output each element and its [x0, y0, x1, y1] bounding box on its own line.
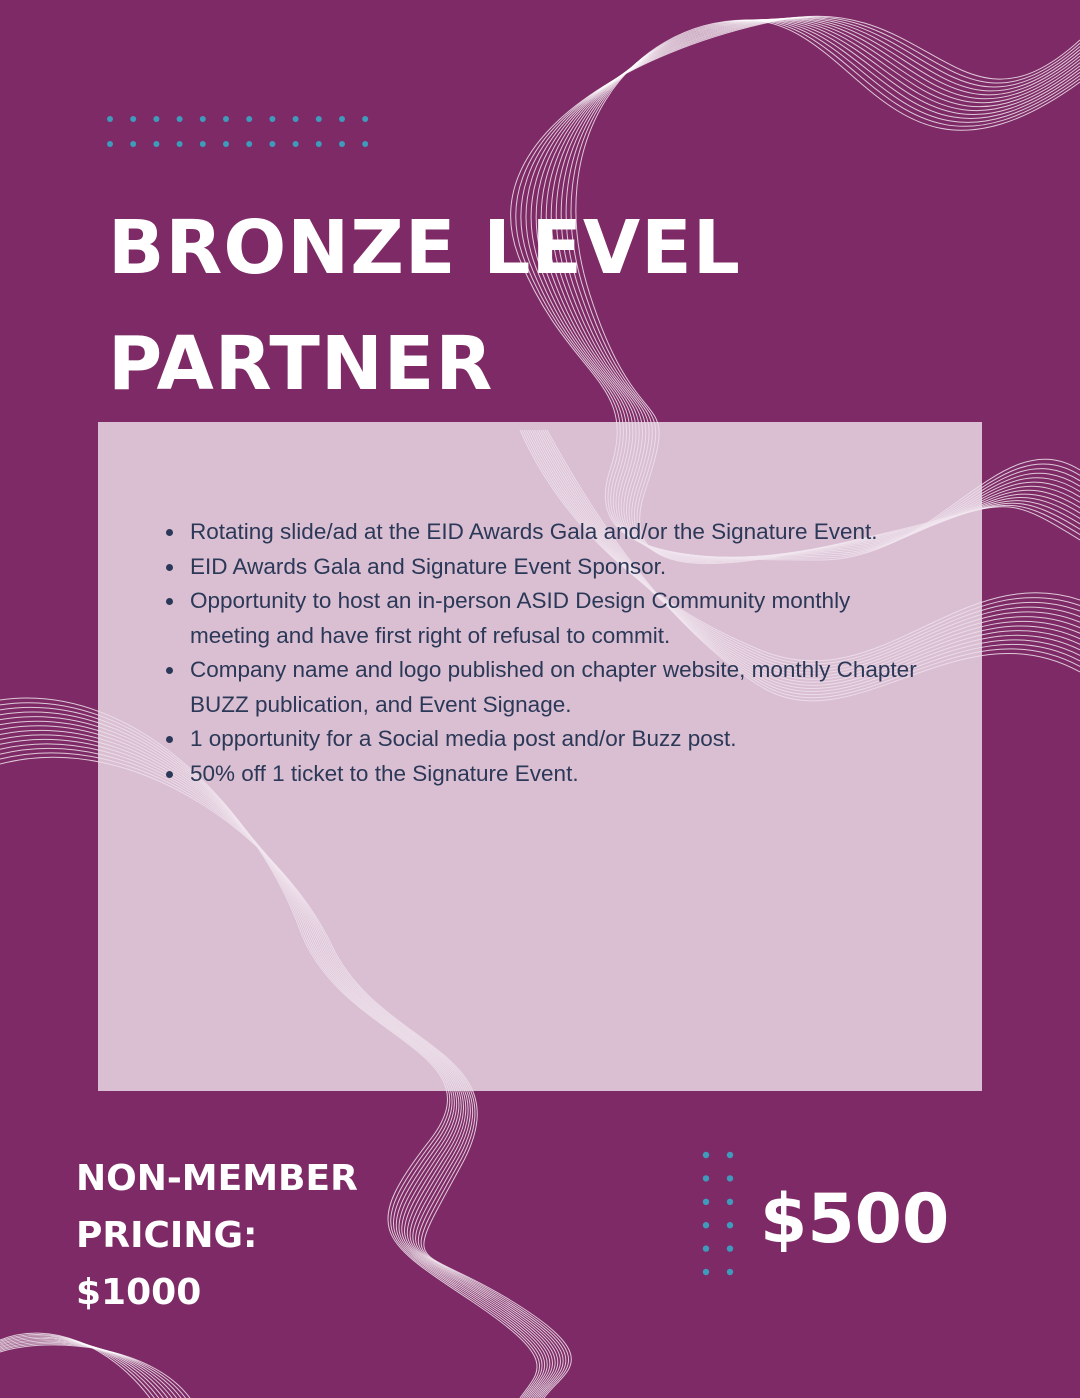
wave-line-corner — [0, 1342, 181, 1398]
wave-line-corner — [0, 1333, 150, 1398]
decorative-dot — [703, 1199, 709, 1205]
dot-grid-decoration-top — [104, 113, 380, 153]
decorative-dot — [727, 1175, 733, 1181]
decorative-dot — [269, 141, 275, 147]
decorative-dot — [293, 116, 299, 122]
decorative-dot — [223, 141, 229, 147]
wave-line-corner — [0, 1345, 190, 1398]
decorative-dot — [153, 116, 159, 122]
wave-line-corner — [0, 1336, 159, 1398]
decorative-dot — [703, 1152, 709, 1158]
decorative-dot — [153, 141, 159, 147]
decorative-dot — [316, 141, 322, 147]
decorative-dot — [316, 116, 322, 122]
benefits-list — [190, 515, 930, 791]
benefit-item: Opportunity to host an in-person ASID Design Community monthly meeting and have first right of refusal to commit. — [190, 584, 930, 653]
wave-line-corner — [0, 1340, 172, 1398]
decorative-dot — [362, 141, 368, 147]
decorative-dot — [130, 116, 136, 122]
decorative-dot — [130, 141, 136, 147]
pricing-line-2: PRICING: — [76, 1215, 258, 1256]
decorative-dot — [703, 1175, 709, 1181]
benefit-item: Rotating slide/ad at the EID Awards Gala and/or the Signature Event. — [190, 515, 930, 550]
page-title — [108, 190, 741, 422]
decorative-dot — [200, 116, 206, 122]
decorative-dot — [703, 1245, 709, 1251]
decorative-dot — [703, 1269, 709, 1275]
decorative-dot — [727, 1152, 733, 1158]
wave-line-corner — [0, 1344, 186, 1398]
decorative-dot — [339, 116, 345, 122]
decorative-dot — [727, 1222, 733, 1228]
non-member-pricing — [76, 1150, 358, 1321]
decorative-dot — [107, 141, 113, 147]
title-line-1: BRONZE LEVEL — [108, 205, 741, 291]
decorative-dot — [177, 141, 183, 147]
dot-grid-decoration-side — [698, 1147, 742, 1279]
decorative-dot — [269, 116, 275, 122]
wave-line-corner — [0, 1338, 168, 1398]
decorative-dot — [223, 116, 229, 122]
decorative-dot — [107, 116, 113, 122]
decorative-dot — [727, 1199, 733, 1205]
decorative-dot — [703, 1222, 709, 1228]
benefit-item: EID Awards Gala and Signature Event Sponsor. — [190, 550, 930, 585]
pricing-amount: $1000 — [76, 1272, 202, 1313]
wave-line-corner — [0, 1334, 154, 1398]
decorative-dot — [727, 1269, 733, 1275]
decorative-dot — [339, 141, 345, 147]
benefit-item: 1 opportunity for a Social media post and/or Buzz post. — [190, 722, 930, 757]
benefit-item: Company name and logo published on chapter website, monthly Chapter BUZZ publication, and Event Signage. — [190, 653, 930, 722]
benefit-item: 50% off 1 ticket to the Signature Event. — [190, 757, 930, 792]
wave-line-corner — [0, 1341, 177, 1398]
pricing-line-1: NON-MEMBER — [76, 1158, 358, 1199]
title-line-2: PARTNER — [108, 321, 494, 407]
decorative-dot — [727, 1245, 733, 1251]
decorative-dot — [246, 116, 252, 122]
member-price: $500 — [760, 1180, 950, 1259]
decorative-dot — [200, 141, 206, 147]
decorative-dot — [362, 116, 368, 122]
decorative-dot — [293, 141, 299, 147]
wave-line-corner — [0, 1337, 163, 1398]
decorative-dot — [246, 141, 252, 147]
decorative-dot — [177, 116, 183, 122]
